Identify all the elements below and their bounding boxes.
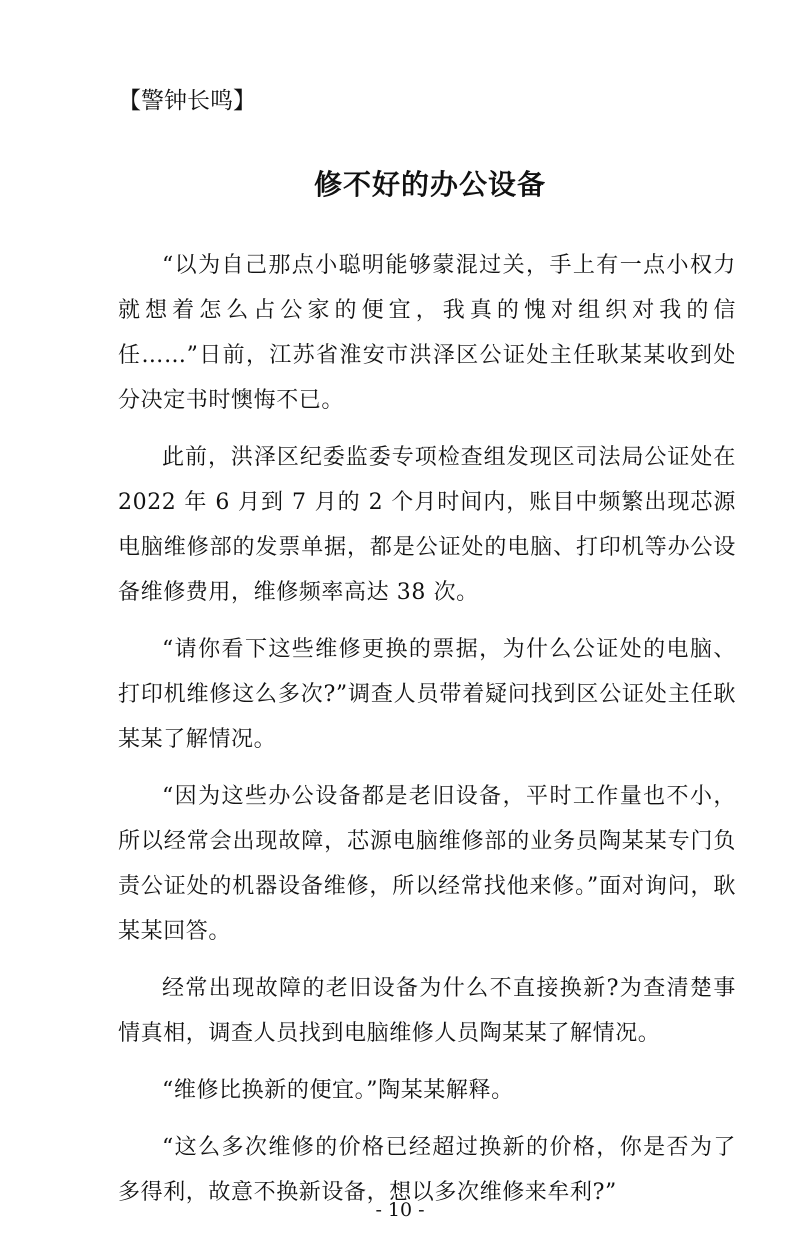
paragraph: “请你看下这些维修更换的票据，为什么公证处的电脑、打印机维修这么多次?”调查人员带着疑问找到区公证处主任耿某某了解情况。 (118, 637, 736, 752)
paragraph: 此前，洪泽区纪委监委专项检查组发现区司法局公证处在 2022 年 6 月到 7 月的 2 个月时间内，账目中频繁出现芯源电脑维修部的发票单据，都是公证处的电脑、打印机等办公设备维修费用，维修频率高达 38 次。 (118, 445, 736, 605)
article-body (118, 243, 736, 1227)
paragraph: “因为这些办公设备都是老旧设备，平时工作量也不小，所以经常会出现故障，芯源电脑维修部的业务员陶某某专门负责公证处的机器设备维修，所以经常找他来修。”面对询问，耿某某回答。 (118, 784, 736, 944)
paragraph: “维修比换新的便宜。”陶某某解释。 (162, 1078, 514, 1103)
paragraph: “这么多次维修的价格已经超过换新的价格，你是否为了多得利，故意不换新设备，想以多次维修来牟利?” (118, 1135, 736, 1205)
paragraph: 经常出现故障的老旧设备为什么不直接换新?为查清楚事情真相，调查人员找到电脑维修人员陶某某了解情况。 (118, 976, 736, 1046)
column-tag: 【警钟长鸣】 (118, 88, 256, 114)
page-number: - 10 - (375, 1199, 425, 1221)
article-title: 修不好的办公设备 (313, 168, 546, 201)
paragraph: “以为自己那点小聪明能够蒙混过关，手上有一点小权力就想着怎么占公家的便宜，我真的愧对组织对我的信任……”日前，江苏省淮安市洪泽区公证处主任耿某某收到处分决定书时懊悔不已。 (118, 253, 736, 413)
